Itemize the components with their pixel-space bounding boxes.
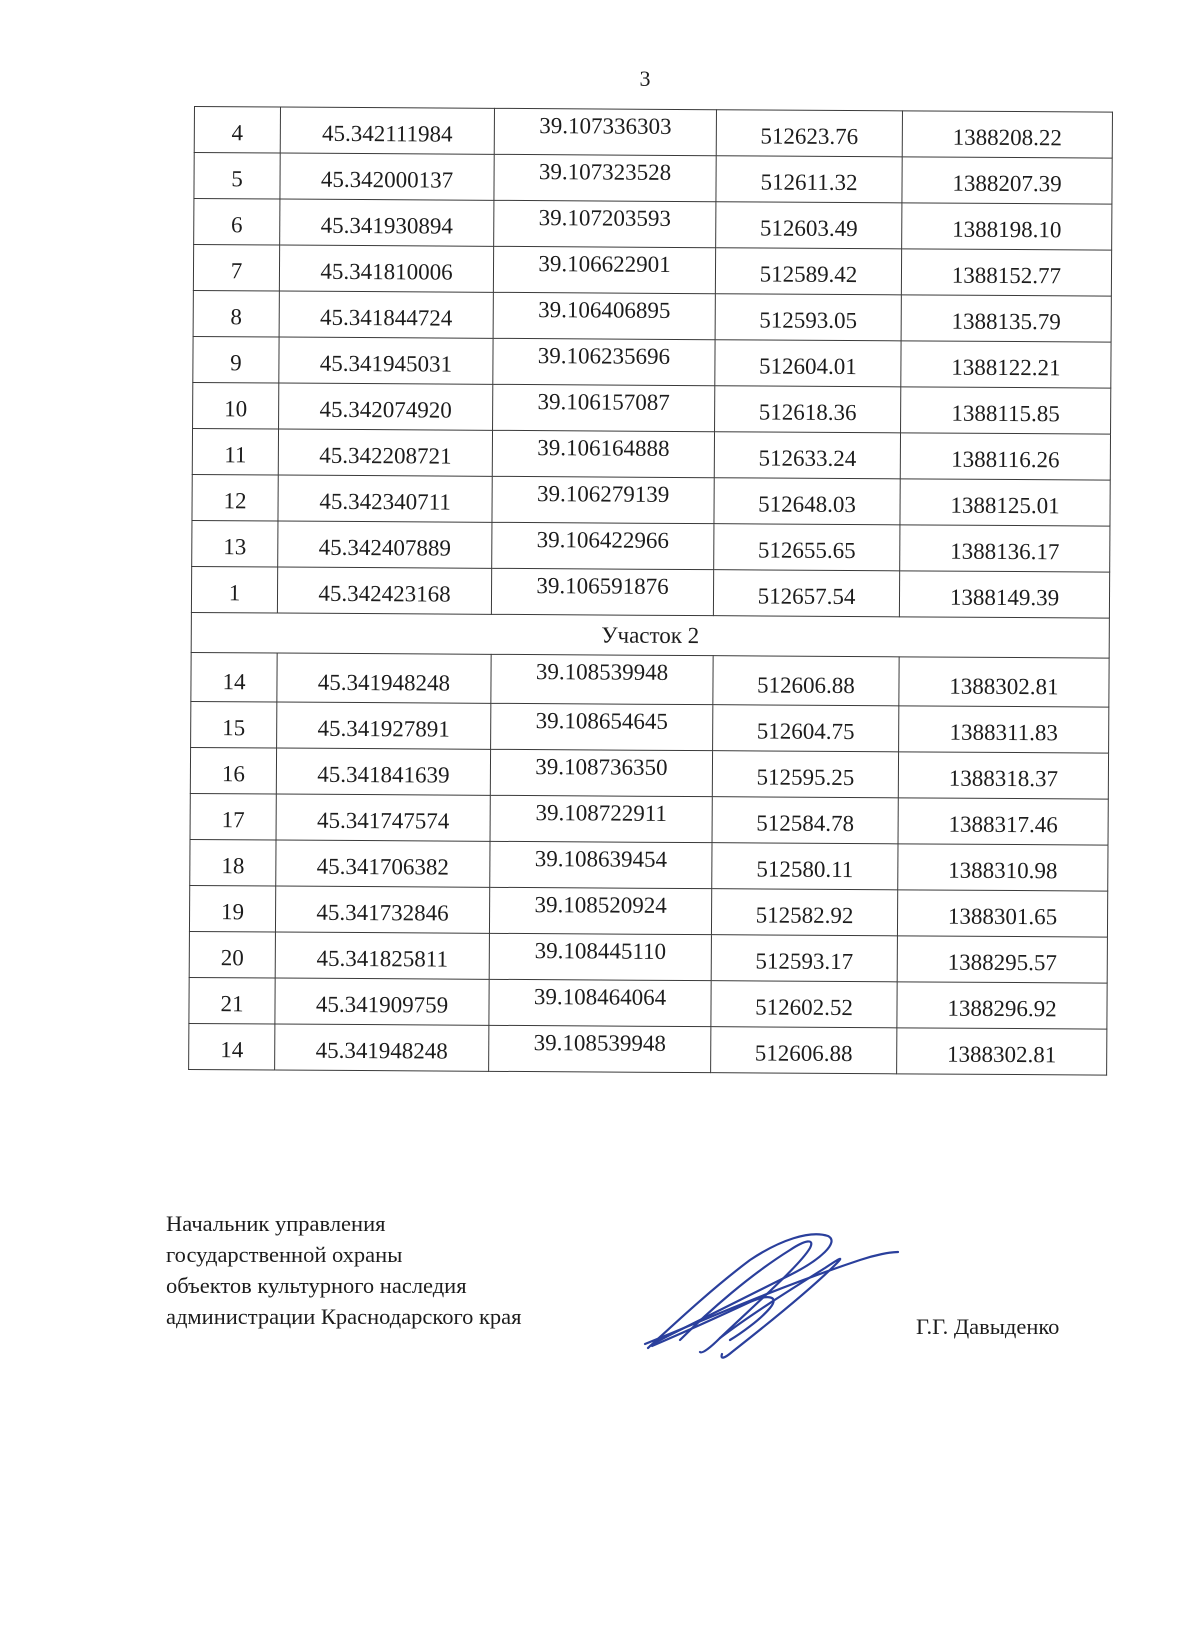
- table-row: [192, 428, 1110, 480]
- point-number-cell: 11: [192, 428, 278, 475]
- handwritten-signature: [640, 1230, 900, 1370]
- x-coordinate-cell: 512633.24: [714, 432, 900, 479]
- latitude-cell: 45.341825811: [275, 932, 489, 979]
- longitude-cell: 39.106406895: [493, 292, 715, 339]
- x-coordinate-cell: 512589.42: [715, 248, 901, 295]
- coordinates-table: [188, 106, 1113, 1076]
- longitude-cell: 39.106164888: [492, 430, 714, 477]
- table-row: [189, 931, 1107, 983]
- longitude-cell: 39.108539948: [491, 654, 713, 704]
- latitude-cell: 45.341909759: [275, 978, 489, 1025]
- page-number: 3: [639, 66, 651, 91]
- x-coordinate-cell: 512604.75: [713, 705, 899, 752]
- longitude-cell: 39.108445110: [489, 933, 711, 980]
- latitude-cell: 45.341844724: [279, 291, 493, 338]
- longitude-cell: 39.106157087: [493, 384, 715, 431]
- position-line: Начальник управления: [166, 1211, 386, 1236]
- signatory-name: Г.Г. Давыденко: [916, 1314, 1060, 1339]
- longitude-cell: 39.108736350: [490, 749, 712, 796]
- latitude-cell: 45.341927891: [277, 702, 491, 749]
- longitude-cell: 39.108464064: [489, 979, 711, 1026]
- longitude-cell: 39.107203593: [494, 200, 716, 247]
- y-coordinate-cell: 1388311.83: [899, 706, 1109, 753]
- table-row: [193, 382, 1111, 434]
- y-coordinate-cell: 1388317.46: [898, 798, 1108, 845]
- latitude-cell: 45.342423168: [277, 567, 491, 614]
- y-coordinate-cell: 1388207.39: [902, 157, 1112, 204]
- latitude-cell: 45.341948248: [277, 653, 491, 703]
- section-2-header: [191, 612, 1109, 658]
- longitude-cell: 39.107323528: [494, 154, 716, 201]
- point-number-cell: 4: [194, 107, 280, 154]
- longitude-cell: 39.108639454: [490, 841, 712, 888]
- table-row: [190, 839, 1108, 891]
- longitude-cell: 39.106422966: [492, 522, 714, 569]
- longitude-cell: 39.108539948: [489, 1025, 711, 1072]
- x-coordinate-cell: 512618.36: [715, 386, 901, 433]
- section-2-rows: [189, 652, 1110, 1075]
- latitude-cell: 45.341841639: [276, 748, 490, 795]
- table-row: [193, 336, 1111, 388]
- point-number-cell: 19: [189, 885, 275, 932]
- latitude-cell: 45.342074920: [279, 383, 493, 430]
- y-coordinate-cell: 1388135.79: [901, 295, 1111, 342]
- longitude-cell: 39.106279139: [492, 476, 714, 523]
- point-number-cell: 14: [191, 652, 277, 702]
- position-line: объектов культурного наследия: [166, 1273, 467, 1298]
- point-number-cell: 14: [189, 1023, 275, 1070]
- x-coordinate-cell: 512595.25: [712, 751, 898, 798]
- x-coordinate-cell: 512648.03: [714, 478, 900, 525]
- latitude-cell: 45.342407889: [278, 521, 492, 568]
- x-coordinate-cell: 512657.54: [713, 570, 899, 617]
- x-coordinate-cell: 512580.11: [712, 843, 898, 890]
- latitude-cell: 45.342111984: [280, 107, 494, 154]
- y-coordinate-cell: 1388318.37: [898, 752, 1108, 799]
- section-2-title: Участок 2: [191, 612, 1109, 658]
- section-1-rows: [191, 107, 1112, 619]
- table-row: [193, 290, 1111, 342]
- y-coordinate-cell: 1388116.26: [900, 433, 1110, 480]
- position-line: администрации Краснодарского края: [166, 1304, 522, 1329]
- x-coordinate-cell: 512593.05: [715, 294, 901, 341]
- y-coordinate-cell: 1388125.01: [900, 479, 1110, 526]
- longitude-cell: 39.106235696: [493, 338, 715, 385]
- y-coordinate-cell: 1388310.98: [898, 844, 1108, 891]
- x-coordinate-cell: 512623.76: [716, 110, 902, 157]
- latitude-cell: 45.341810006: [279, 245, 493, 292]
- x-coordinate-cell: 512606.88: [711, 1027, 897, 1074]
- point-number-cell: 9: [193, 336, 279, 383]
- table-row: [189, 977, 1107, 1029]
- x-coordinate-cell: 512582.92: [711, 889, 897, 936]
- signatory-position: [166, 1208, 522, 1332]
- latitude-cell: 45.341706382: [276, 840, 490, 887]
- point-number-cell: 21: [189, 977, 275, 1024]
- latitude-cell: 45.341747574: [276, 794, 490, 841]
- latitude-cell: 45.341945031: [279, 337, 493, 384]
- table-row: [193, 245, 1111, 297]
- latitude-cell: 45.341732846: [275, 886, 489, 933]
- longitude-cell: 39.106622901: [493, 246, 715, 293]
- point-number-cell: 17: [190, 793, 276, 840]
- point-number-cell: 10: [193, 382, 279, 429]
- longitude-cell: 39.106591876: [491, 568, 713, 615]
- x-coordinate-cell: 512604.01: [715, 340, 901, 387]
- point-number-cell: 13: [192, 520, 278, 567]
- table-row: [191, 652, 1109, 707]
- latitude-cell: 45.342208721: [278, 429, 492, 476]
- latitude-cell: 45.341930894: [280, 199, 494, 246]
- longitude-cell: 39.108722911: [490, 795, 712, 842]
- point-number-cell: 6: [194, 199, 280, 246]
- y-coordinate-cell: 1388302.81: [899, 657, 1109, 707]
- y-coordinate-cell: 1388115.85: [901, 387, 1111, 434]
- point-number-cell: 8: [193, 290, 279, 337]
- point-number-cell: 20: [189, 931, 275, 978]
- table-row: [194, 153, 1112, 205]
- y-coordinate-cell: 1388136.17: [900, 525, 1110, 572]
- y-coordinate-cell: 1388152.77: [901, 249, 1111, 296]
- point-number-cell: 16: [190, 747, 276, 794]
- table-row: [189, 885, 1107, 937]
- y-coordinate-cell: 1388208.22: [902, 111, 1112, 158]
- point-number-cell: 15: [191, 701, 277, 748]
- table-row: [189, 1023, 1107, 1075]
- x-coordinate-cell: 512603.49: [716, 202, 902, 249]
- x-coordinate-cell: 512611.32: [716, 156, 902, 203]
- table-row: [191, 701, 1109, 753]
- y-coordinate-cell: 1388198.10: [902, 203, 1112, 250]
- y-coordinate-cell: 1388295.57: [897, 936, 1107, 983]
- table-row: [194, 199, 1112, 251]
- table-row: [192, 474, 1110, 526]
- y-coordinate-cell: 1388149.39: [899, 571, 1109, 618]
- point-number-cell: 5: [194, 153, 280, 200]
- latitude-cell: 45.342000137: [280, 153, 494, 200]
- point-number-cell: 18: [190, 839, 276, 886]
- table-row: [194, 107, 1112, 159]
- table-row: [192, 520, 1110, 572]
- longitude-cell: 39.107336303: [494, 108, 716, 155]
- y-coordinate-cell: 1388302.81: [897, 1028, 1107, 1075]
- x-coordinate-cell: 512602.52: [711, 981, 897, 1028]
- x-coordinate-cell: 512655.65: [714, 524, 900, 571]
- point-number-cell: 7: [193, 245, 279, 292]
- x-coordinate-cell: 512593.17: [711, 935, 897, 982]
- y-coordinate-cell: 1388296.92: [897, 982, 1107, 1029]
- table-row: [191, 566, 1109, 618]
- latitude-cell: 45.342340711: [278, 475, 492, 522]
- longitude-cell: 39.108654645: [491, 703, 713, 750]
- position-line: государственной охраны: [166, 1242, 403, 1267]
- x-coordinate-cell: 512584.78: [712, 797, 898, 844]
- point-number-cell: 12: [192, 474, 278, 521]
- x-coordinate-cell: 512606.88: [713, 656, 899, 706]
- table-row: [190, 793, 1108, 845]
- y-coordinate-cell: 1388301.65: [897, 890, 1107, 937]
- point-number-cell: 1: [191, 566, 277, 613]
- longitude-cell: 39.108520924: [489, 887, 711, 934]
- y-coordinate-cell: 1388122.21: [901, 341, 1111, 388]
- latitude-cell: 45.341948248: [275, 1024, 489, 1071]
- table-row: [190, 747, 1108, 799]
